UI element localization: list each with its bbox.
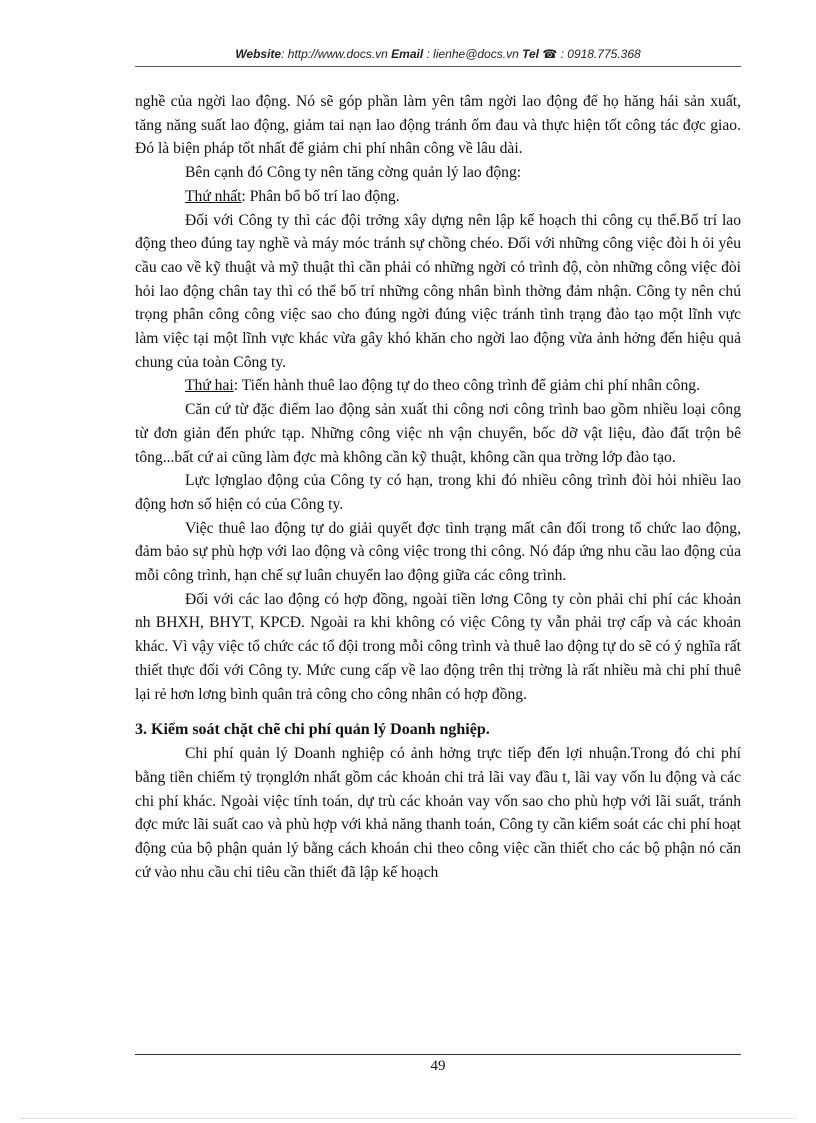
page-header bbox=[135, 47, 741, 61]
email-value: : lienhe@docs.vn bbox=[423, 47, 523, 61]
tel-value: ☎ : 0918.775.368 bbox=[538, 47, 641, 61]
paragraph-10: Chi phí quản lý Doanh nghiệp có ảnh hởng trực tiếp đến lợi nhuận.Trong đó chi phí bằng tiền chiếm tỷ trọnglớn nhất gồm các khoản chi trả lãi vay đầu t, lãi vay vốn lu động và các chi phí khác. Ngoài việc tính toán, dự trù các khoản vay vốn sao cho phù hợp với lãi suất, tránh đợc mức lãi suất cao và phù hợp với khả năng thanh toán, Công ty cần kiểm soát các chi phí hoạt động của bộ phận quản lý bằng cách khoán chi theo công việc cần thiết cho các bộ phận nó căn cứ vào nhu cầu chi tiêu cần thiết đã lập kế hoạch bbox=[135, 745, 741, 881]
point-text-first: : Phân bổ bố trí lao động. bbox=[241, 187, 400, 205]
tel-label: Tel bbox=[522, 47, 539, 61]
header-divider bbox=[135, 66, 741, 67]
point-label-second: Thứ hai bbox=[185, 377, 234, 395]
paragraph-3 bbox=[135, 185, 741, 209]
paragraph-8: Việc thuê lao động tự do giải quyết đợc tình trạng mất cân đối trong tổ chức lao động, đảm bảo sự phù hợp với lao động và công việc trong thi công. Nó đáp ứng nhu cầu lao động của mỗi công trình, hạn chế sự luân chuyển lao động giữa các công trình. bbox=[135, 519, 741, 585]
paragraph-4: Đối với Công ty thì các đội trởng xây dựng nên lập kế hoạch thi công cụ thể.Bố trí lao động theo đúng tay nghề và máy móc tránh sự chồng chéo. Đối với những công việc đòi h ỏi yêu cầu cao về kỹ thuật và mỹ thuật thì cần phải có những ngời có trình độ, còn những công việc đòi hỏi lao động chân tay thì có thể bố trí những công nhân bình thờng đảm nhận. Công ty nên chú trọng phân công công việc sao cho đúng ngời đúng việc tránh tình trạng đào tạo một lĩnh vực làm việc tại một lĩnh vực khác vừa gây khó khăn cho ngời lao động vừa ảnh hởng đến hiệu quả chung của toàn Công ty. bbox=[135, 211, 741, 371]
paragraph-1: nghề của ngời lao động. Nó sẽ góp phần làm yên tâm ngời lao động để họ hăng hái sản xuất, tăng năng suất lao động, giảm tai nạn lao động tránh ốm đau và thực hiện tốt công tác đợc giao. Đó là biện pháp tốt nhất để giảm chi phí nhân công về lâu dài. bbox=[135, 93, 741, 158]
page-number: 49 bbox=[430, 1058, 446, 1074]
paragraph-7: Lực lợnglao động của Công ty có hạn, trong khi đó nhiều công trình đòi hỏi nhiều lao động hơn số hiện có của Công ty. bbox=[135, 472, 741, 513]
footer-divider bbox=[135, 1054, 741, 1055]
point-text-second: : Tiến hành thuê lao động tự do theo công trình để giảm chi phí nhân công. bbox=[233, 377, 700, 395]
document-body bbox=[135, 90, 741, 885]
paragraph-9: Đối với các lao động có hợp đồng, ngoài tiền lơng Công ty còn phải chi phí các khoản nh BHXH, BHYT, KPCĐ. Ngoài ra khi không có việc Công ty vẫn phải trợ cấp và các khoản khác. Vì vậy việc tổ chức các tổ đội trong mỗi công trình và thuê lao động tự do sẽ có ý nghĩa rất thiết thực đối với Công ty. Mức cung cấp về lao động trên thị trờng là rất nhiều mà chi phí thuê lại rẻ hơn lơng bình quân trả công cho công nhân có hợp đồng. bbox=[135, 590, 741, 703]
website-label: Website bbox=[235, 47, 282, 61]
email-label: Email bbox=[391, 47, 424, 61]
paragraph-5 bbox=[135, 374, 741, 398]
paragraph-6: Căn cứ từ đặc điểm lao động sản xuất thi công nơi công trình bao gồm nhiều loại công từ đơn giản đến phức tạp. Những công việc nh vận chuyển, bốc dỡ vật liệu, đào đất trộn bê tông...bất cứ ai cũng làm đợc mà không cần kỹ thuật, không cần qua trờng lớp đào tạo. bbox=[135, 401, 741, 466]
page-edge-dotted-line bbox=[20, 1118, 796, 1119]
website-value: : http://www.docs.vn bbox=[281, 47, 392, 61]
paragraph-2: Bên cạnh đó Công ty nên tăng cờng quản lý lao động: bbox=[185, 164, 522, 182]
point-label-first: Thứ nhất bbox=[185, 187, 242, 205]
section-heading: 3. Kiểm soát chặt chẽ chi phí quản lý Doanh nghiệp. bbox=[135, 721, 490, 739]
